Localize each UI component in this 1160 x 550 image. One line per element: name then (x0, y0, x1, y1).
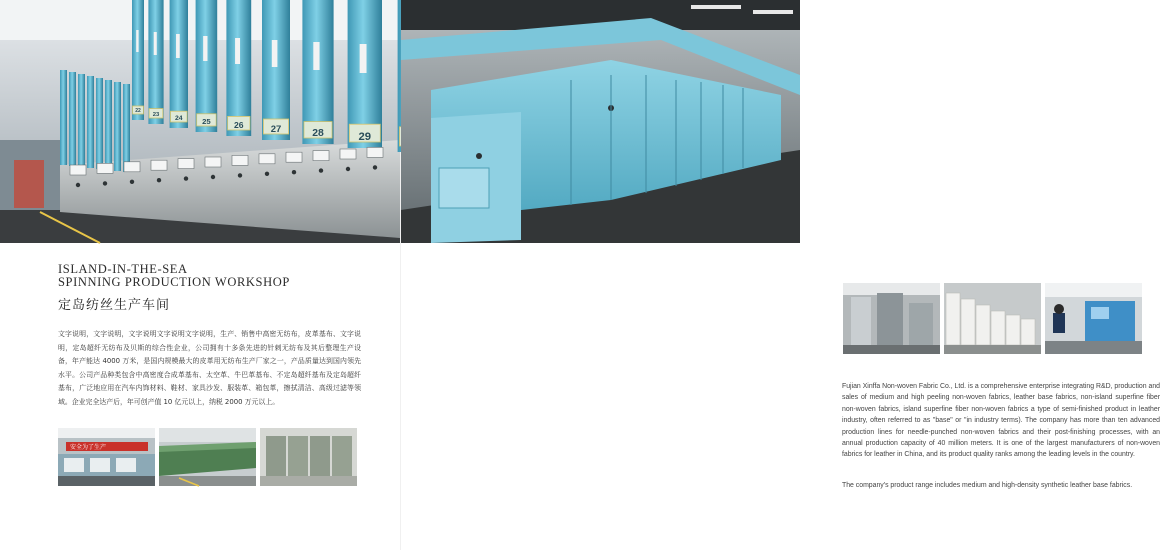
machine-cylinder (87, 76, 94, 168)
cylinder-warning-label (272, 40, 278, 67)
right-thumbnail-row (843, 283, 1142, 354)
machine-cylinder (69, 72, 76, 166)
machine-knob (319, 168, 323, 172)
machine-cylinder (96, 78, 103, 169)
workshop-thumbnail-1 (58, 428, 155, 486)
left-page (0, 0, 400, 550)
machine-control-panel (178, 159, 194, 169)
english-product-range: The company's product range includes medium and high-density synthetic leather base fabrics. (842, 482, 1133, 489)
machine-cylinder (114, 82, 121, 171)
machine-control-panel (70, 165, 86, 175)
cylinder-number-label: 26 (234, 120, 244, 130)
machine-control-panel (286, 152, 302, 162)
machine-cylinder (123, 84, 130, 172)
control-room-thumbnail (1045, 283, 1142, 354)
machine-control-panel (151, 160, 167, 170)
machine-cylinder (78, 74, 85, 167)
fabric-rolls-thumbnail (944, 283, 1041, 354)
machine-knob (103, 181, 107, 185)
machine-knob (373, 165, 377, 169)
title-cn: 定岛纺丝生产车间 (58, 298, 171, 313)
workshop-title-block (58, 263, 388, 313)
machine-control-panel (367, 147, 383, 157)
machine-cylinder (226, 0, 251, 136)
workshop-thumbnail-2 (159, 428, 256, 486)
cylinder-number-label: 28 (312, 128, 324, 139)
machine-cylinder (132, 0, 144, 120)
machine-knob (76, 183, 80, 187)
machine-thumbnail-1 (843, 283, 940, 354)
cylinder-warning-label (360, 44, 367, 73)
cylinder-warning-label (235, 38, 240, 64)
machine-knob (238, 173, 242, 177)
machine-control-panel (232, 155, 248, 165)
cylinder-number-label: 24 (175, 115, 183, 122)
machine-knob (211, 175, 215, 179)
cylinder-number-label: 25 (202, 117, 211, 126)
machine-knob (184, 176, 188, 180)
cylinder-number-label: 27 (270, 124, 282, 135)
thumb-banner-text: 安全为了生产 (70, 444, 107, 451)
machine-cylinder (148, 0, 163, 124)
right-page (401, 0, 1160, 550)
left-thumbnail-row (58, 428, 357, 486)
cylinder-warning-label (203, 36, 207, 61)
cylinder-warning-label (313, 42, 319, 70)
machine-knob (292, 170, 296, 174)
machine-control-panel (259, 154, 275, 164)
machine-control-panel (124, 162, 140, 172)
machine-knob (265, 172, 269, 176)
machine-knob (157, 178, 161, 182)
machine-cylinder (196, 0, 218, 132)
machine-knob (130, 180, 134, 184)
machine-knob (346, 167, 350, 171)
machine-cylinder (170, 0, 188, 128)
title-en-line2: SPINNING PRODUCTION WORKSHOP (58, 275, 290, 289)
machine-cylinder (60, 70, 67, 165)
cylinder-number-label: 23 (152, 112, 160, 118)
machine-control-panel (340, 149, 356, 159)
machine-control-panel (313, 151, 329, 161)
cylinder-warning-label (154, 32, 157, 55)
cylinder-number-label: 22 (135, 108, 141, 114)
drying-line-photo (401, 0, 800, 243)
workshop-thumbnail-3 (260, 428, 357, 486)
chinese-description: 文字说明，文字说明，文字说明文字说明文字说明，生产、销售中高密无纺布，皮革基布、文字说明，定岛超纤无纺布及贝斯的综合性企业，公司拥有十多条先进的针刺无纺布及其后整理生产设备，年产能达 4000 万米，是国内规模最大的皮革用无纺布生产厂家之一，产品质量达到国内领先水平。公司产品种类包含中高密度合成革基布、太空革、牛巴革基布、不定岛超纤基布及定岛超纤基布，广泛地应用在汽车内饰材料、鞋材、家具沙发、服装革、箱包革，擦拭清洁、高级过滤等领域。企业完全达产后，年可创产值 10 亿元以上，纳税 2000 万元以上。 (58, 330, 361, 406)
cylinder-number-label: 29 (358, 131, 372, 143)
english-description: Fujian Xinffa Non-woven Fabric Co., Ltd. is a comprehensive enterprise integrating R&D, production and sales of medium and high peeling non-woven fabrics, leather base fabrics, non-island superfine fiber non-woven fabrics, island superfine fiber non-woven fabrics a type of semi-finished product in leather industry, often referred to as "base" or "in industry terms). The company has more than ten advanced production lines for needle-punched non-woven fabrics and their post-finishing processes, with an annual production capacity of 40 million meters. It is one of the largest manufacturers of non-woven fabrics for leather in China, and its product quality ranks among the leading levels in the country. (842, 383, 1160, 459)
machine-control-panel (205, 157, 221, 167)
cylinder-warning-label (176, 34, 180, 58)
cylinder-warning-label (136, 30, 138, 52)
machine-control-panel (97, 163, 113, 173)
spinning-machines-photo (0, 0, 400, 243)
title-en-line1: ISLAND-IN-THE-SEA (58, 262, 188, 276)
machine-cylinder (105, 80, 112, 170)
